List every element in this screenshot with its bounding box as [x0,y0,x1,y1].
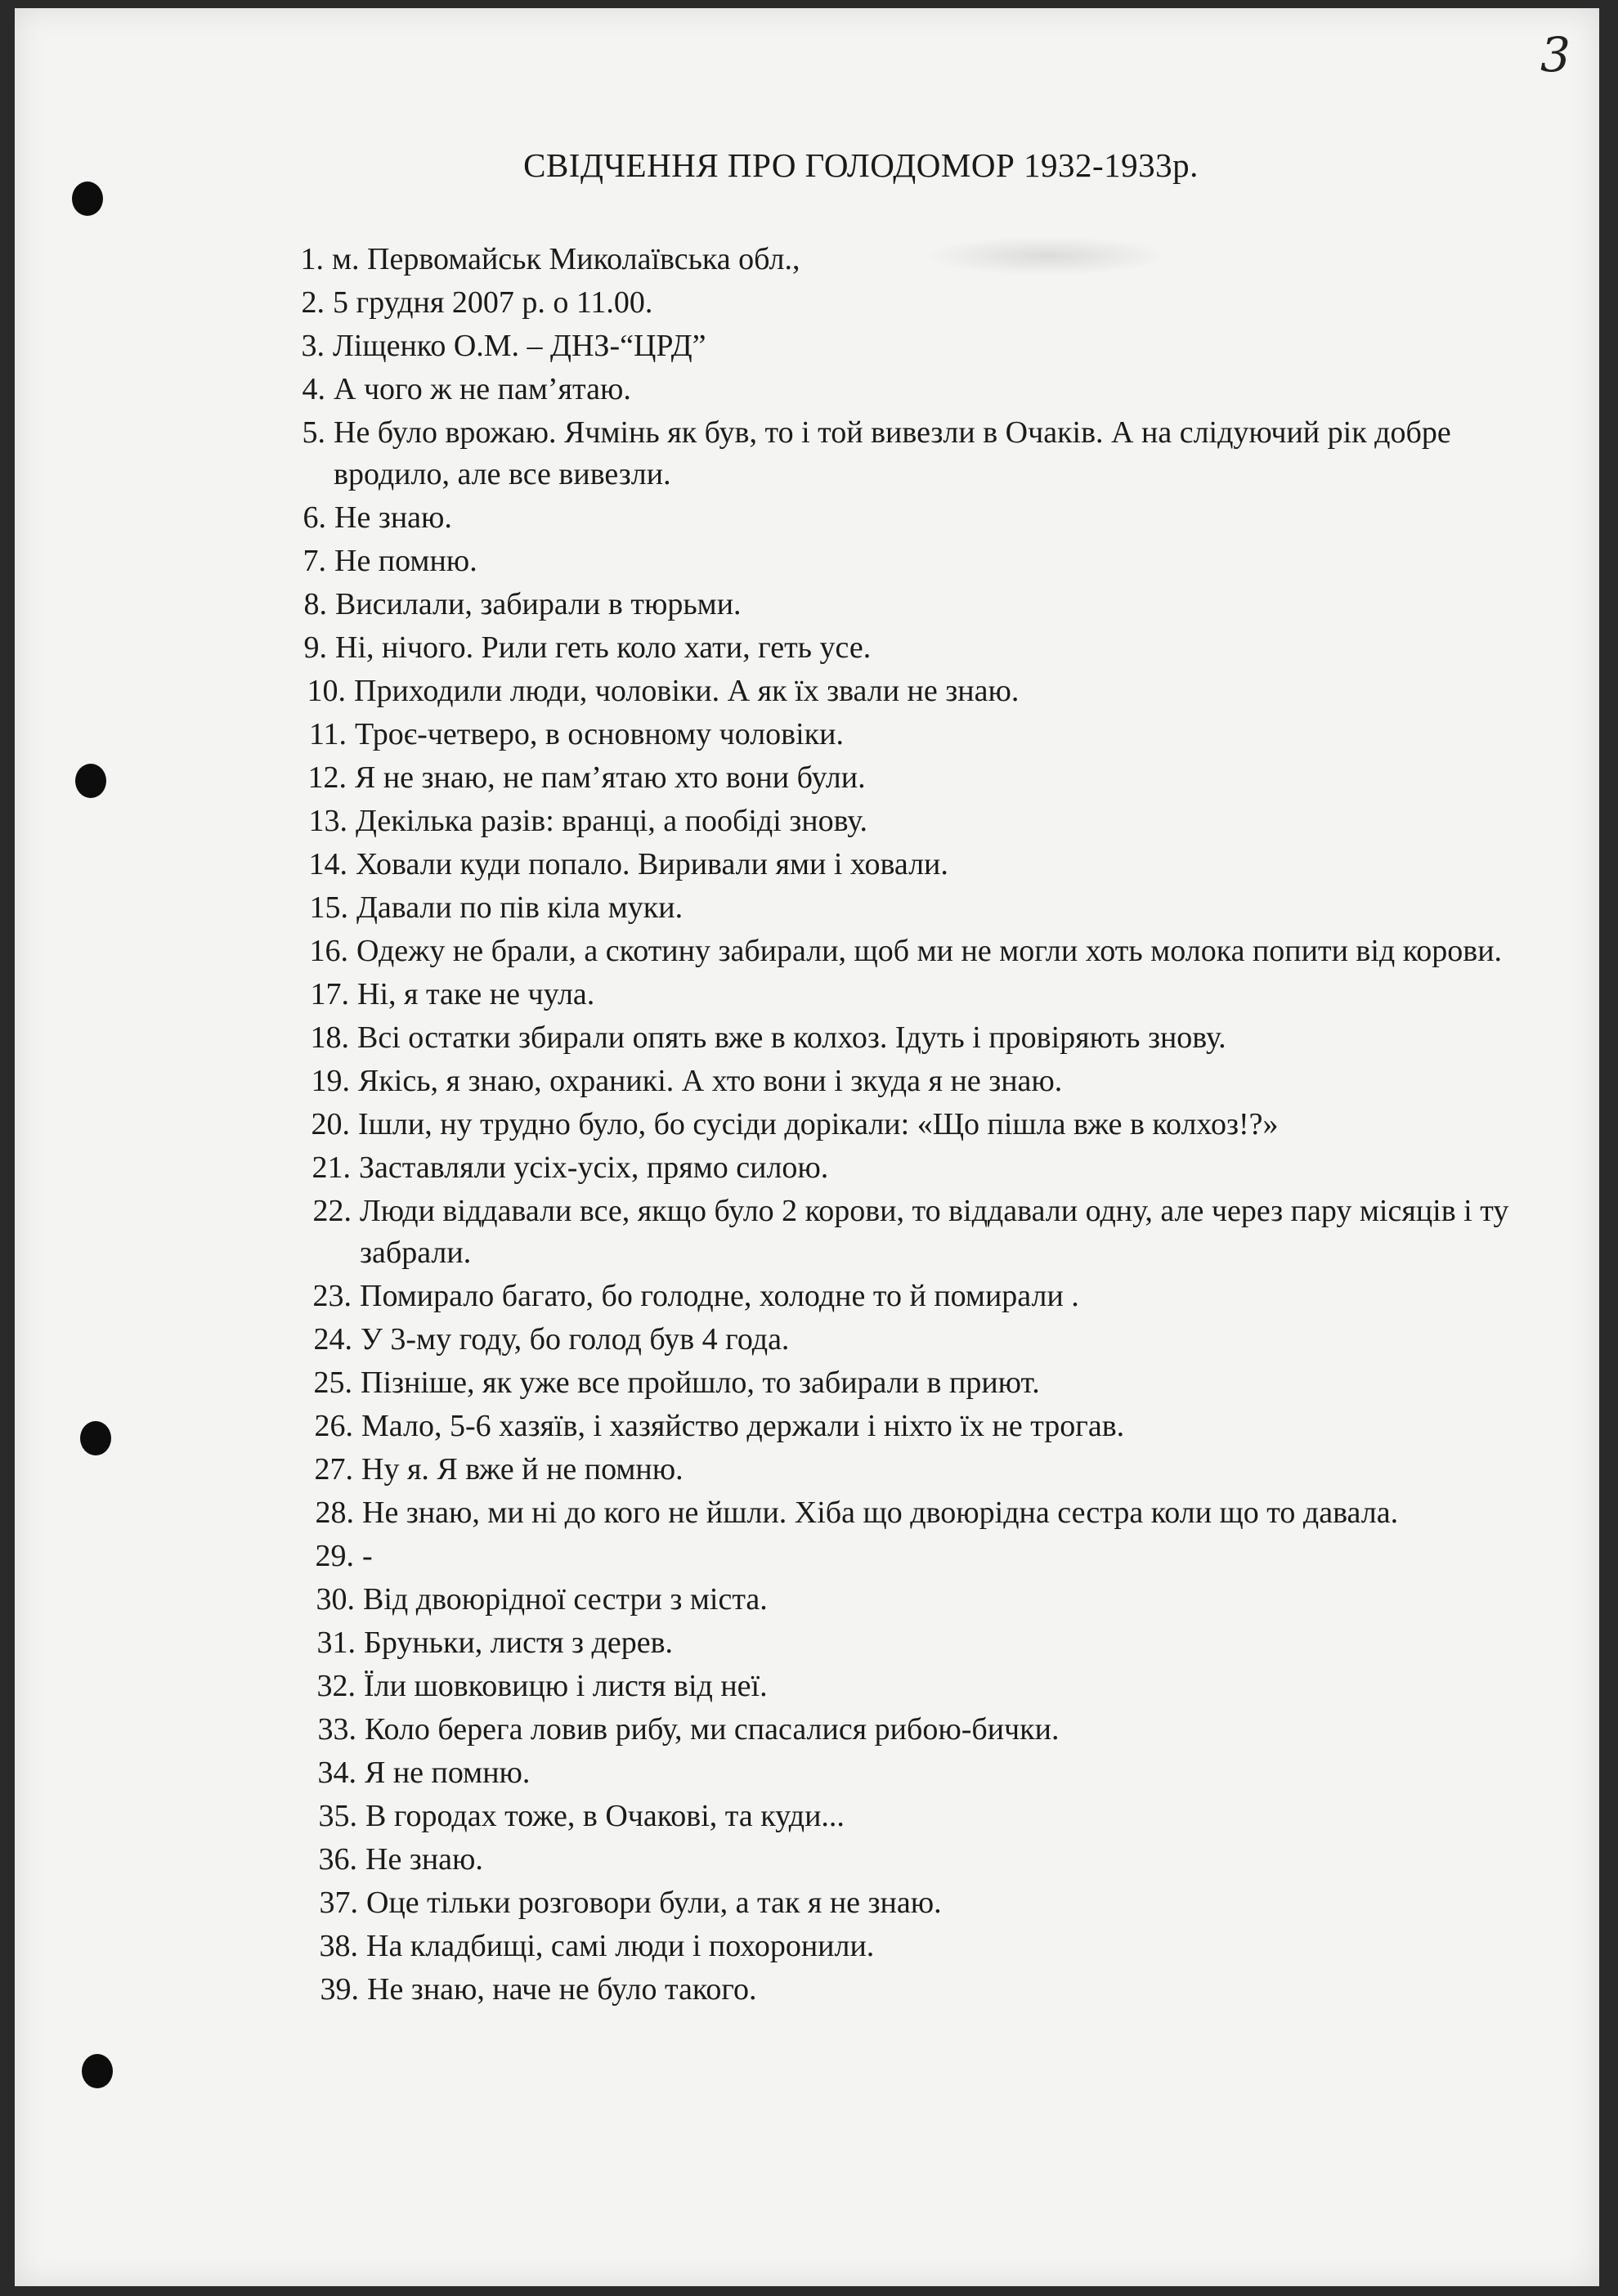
punch-hole [75,764,106,798]
item-number: 34. [317,1756,356,1790]
item-text: Висилали, забирали в тюрьми. [335,587,742,621]
item-number: 11. [308,717,347,751]
item-number: 14. [308,847,347,881]
item-text: Я не знаю, не пам’ятаю хто вони були. [355,760,866,795]
list-item [285,931,1511,972]
item-number: 13. [308,804,347,838]
item-text: Пізніше, як уже все пройшло, то забирали в приют. [361,1365,1040,1400]
list-item [285,412,1511,496]
item-text: В городах тоже, в Очакові, та куди... [365,1799,845,1833]
list-item [285,800,1511,842]
item-text: Помирало багато, бо голодне, холодне то й помирали . [360,1279,1079,1313]
item-text: Троє-четверо, в основному чоловіки. [355,717,844,751]
punch-hole [72,182,103,216]
item-number: 25. [313,1365,352,1400]
list-item [285,584,1511,626]
list-item [285,714,1511,756]
item-number: 4. [302,372,325,406]
item-number: 39. [320,1972,359,2007]
item-text: Не знаю, наче не було такого. [367,1972,757,2007]
item-number: 7. [303,544,326,578]
list-item [285,1191,1511,1274]
list-item [285,670,1511,712]
item-text: Не знаю, ми ні до кого не йшли. Хіба що двоюрідна сестра коли що то давала. [362,1496,1399,1530]
item-text: Мало, 5-6 хазяїв, і хазяйство держали і ніхто їх не трогав. [361,1409,1125,1443]
item-number: 22. [312,1194,352,1228]
item-text: Ні, нічого. Рили геть коло хати, геть усе. [335,630,872,665]
item-text: Ліщенко О.М. – ДНЗ-“ЦРД” [333,329,706,363]
item-number: 8. [303,587,327,621]
punch-hole [82,2054,113,2088]
item-text: Заставляли усіх-усіх, прямо силою. [359,1150,829,1185]
item-text: Ішли, ну трудно було, бо сусіди дорікали: «Що пішла вже в колхоз!?» [358,1107,1279,1141]
item-number: 18. [310,1020,349,1055]
item-number: 35. [318,1799,357,1833]
list-item [285,1406,1511,1447]
punch-hole [80,1421,111,1455]
list-item [285,1579,1511,1621]
item-number: 23. [312,1279,352,1313]
item-number: 30. [316,1582,355,1617]
item-number: 37. [319,1886,358,1920]
item-text: Не помню. [334,544,477,578]
document-title: СВІДЧЕННЯ ПРО ГОЛОДОМОР 1932-1933р. [523,146,1199,184]
list-item [285,1882,1511,1924]
item-number: 19. [311,1064,350,1098]
item-number: 16. [309,934,348,968]
item-text: Я не помню. [365,1756,531,1790]
item-text: У 3-му году, бо голод був 4 года. [361,1322,790,1357]
list-item [285,282,1511,324]
list-item [285,887,1511,929]
item-number: 2. [301,285,325,320]
list-item [285,1926,1511,1967]
list-item [285,1492,1511,1534]
item-text: Люди віддавали все, якщо було 2 корови, то віддавали одну, але через пару місяців і ту забрали. [360,1194,1509,1270]
list-item [285,1622,1511,1664]
item-number: 26. [314,1409,353,1443]
item-text: Всі остатки збирали опять вже в колхоз. Ідуть і провіряють знову. [357,1020,1226,1055]
item-text: Не знаю. [334,500,452,535]
item-text: 5 грудня 2007 р. о 11.00. [333,285,653,320]
list-item [285,540,1511,582]
item-text: Одежу не брали, а скотину забирали, щоб ми не могли хоть молока попити від корови. [356,934,1503,968]
item-text: Їли шовковицю і листя від неї. [364,1669,768,1703]
item-number: 12. [307,760,347,795]
item-number: 17. [310,977,349,1011]
list-item [285,1839,1511,1881]
list-item [285,1104,1511,1146]
list-item [285,1752,1511,1794]
item-text: Не було врожаю. Ячмінь як був, то і той вивезли в Очаків. А на слідуючий рік добре вродило, але все вивезли. [334,415,1451,491]
item-text: Декілька разів: вранці, а пообіді знову. [356,804,867,838]
item-text: Не знаю. [365,1842,483,1877]
list-item [285,325,1511,367]
list-item [285,1796,1511,1837]
list-item [285,369,1511,410]
item-text: А чого ж не пам’ятаю. [334,372,631,406]
item-number: 28. [315,1496,354,1530]
item-number: 31. [316,1626,356,1660]
list-item [285,974,1511,1016]
list-item [285,844,1511,886]
item-number: 15. [309,890,348,925]
list-item [285,1017,1511,1059]
item-text: Ну я. Я вже й не помню. [361,1452,684,1487]
item-text: Давали по пів кіла муки. [356,890,684,925]
list-item [285,627,1511,669]
item-text: Приходили люди, чоловіки. А як їх звали не знаю. [354,674,1020,708]
list-item [285,239,1511,280]
document-page [15,8,1599,2286]
item-text: - [362,1539,373,1573]
list-item [285,1319,1511,1361]
item-text: Ні, я таке не чула. [357,977,595,1011]
answers-list [285,239,1511,2012]
list-item [285,1969,1511,2011]
item-number: 9. [303,630,327,665]
list-item [285,1536,1511,1577]
item-number: 1. [300,242,324,276]
page-number: 3 [1540,27,1571,83]
item-number: 10. [307,674,346,708]
item-number: 33. [317,1712,356,1747]
item-text: Бруньки, листя з дерев. [364,1626,674,1660]
item-number: 20. [311,1107,350,1141]
list-item [285,1362,1511,1404]
item-text: Якісь, я знаю, охраникі. А хто вони і зкуда я не знаю. [358,1064,1063,1098]
item-number: 32. [316,1669,356,1703]
item-text: Від двоюрідної сестри з міста. [363,1582,768,1617]
list-item [285,1666,1511,1707]
item-number: 36. [318,1842,357,1877]
list-item [285,1061,1511,1102]
item-text: Ховали куди попало. Виривали ями і ховали. [356,847,948,881]
item-text: На кладбищі, самі люди і похоронили. [366,1929,875,1963]
item-number: 21. [311,1150,351,1185]
item-text: Оце тільки розговори були, а так я не знаю. [366,1886,942,1920]
item-text: Коло берега ловив рибу, ми спасалися рибою-бички. [365,1712,1060,1747]
item-number: 5. [302,415,325,450]
item-number: 6. [303,500,326,535]
item-text: м. Первомайськ Миколаївська обл., [332,242,800,276]
list-item [285,757,1511,799]
list-item [285,1709,1511,1751]
list-item [285,1147,1511,1189]
item-number: 29. [315,1539,354,1573]
item-number: 24. [313,1322,352,1357]
list-item [285,1449,1511,1491]
list-item [285,497,1511,539]
item-number: 27. [314,1452,353,1487]
item-number: 3. [301,329,325,363]
item-number: 38. [319,1929,358,1963]
list-item [285,1276,1511,1317]
